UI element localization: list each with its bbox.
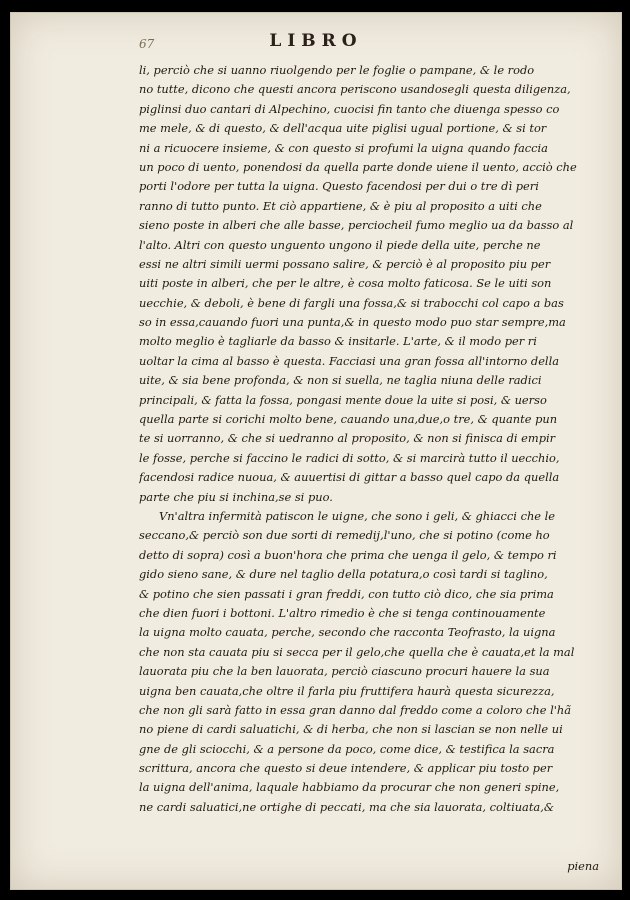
text-line: porti l'odore per tutta la uigna. Questo facendosi per dui o tre dì peri	[139, 179, 539, 194]
text-line: & potino che sien passati i gran freddi, con tutto ciò dico, che sia prima	[139, 586, 554, 601]
text-line: seccano,& perciò son due sorti di remedij,l'uno, che si potino (come ho	[139, 528, 550, 543]
body-text	[139, 61, 611, 817]
running-title: LIBRO	[269, 31, 363, 51]
text-line: ni a ricuocere insieme, & con questo si profumi la uigna quando faccia	[139, 140, 548, 155]
text-line: parte che piu si inchina,se si puo.	[139, 489, 333, 504]
text-line: li, perciò che si uanno riuolgendo per le foglie o pampane, & le rodo	[139, 63, 535, 77]
text-line: un poco di uento, ponendosi da quella parte donde uiene il uento, acciò che	[139, 159, 577, 174]
text-line: la uigna dell'anima, laquale habbiamo da procurar che non generi spine,	[139, 780, 560, 795]
text-line: scrittura, ancora che questo si deue intendere, & applicar piu tosto per	[139, 761, 553, 776]
catchword: piena	[567, 859, 599, 873]
text-line: la uigna molto cauata, perche, secondo che racconta Teofrasto, la uigna	[139, 625, 556, 640]
text-line: uiti poste in alberi, che per le altre, è cosa molto faticosa. Se le uiti son	[139, 276, 552, 291]
text-line: ranno di tutto punto. Et ciò appartiene, & è piu al proposito a uiti che	[139, 198, 542, 213]
text-line: uigna ben cauata,che oltre il farla piu fruttifera haurà questa sicurezza,	[139, 683, 555, 698]
text-line: che dien fuori i bottoni. L'altro rimedio è che si tenga continouamente	[139, 605, 546, 620]
text-line: quella parte si corichi molto bene, cauando una,due,o tre, & quante pun	[139, 412, 558, 427]
text-line: molto meglio è tagliarle da basso & insitarle. L'arte, & il modo per ri	[139, 334, 537, 349]
page-header	[11, 31, 621, 55]
text-line: uecchie, & deboli, è bene di fargli una fossa,& si trabocchi col capo a bas	[139, 295, 564, 310]
text-line: detto di sopra) così a buon'hora che prima che uenga il gelo, & tempo ri	[139, 547, 557, 562]
text-line: so in essa,cauando fuori una punta,& in questo modo puo star sempre,ma	[139, 315, 566, 330]
text-line: no piene di cardi saluatichi, & di herba, che non si lascian se non nelle ui	[139, 722, 563, 737]
text-line: uite, & sia bene profonda, & non si suella, ne taglia niuna delle radici	[139, 373, 542, 388]
text-line: sieno poste in alberi che alle basse, perciocheil fumo meglio ua da basso al	[139, 218, 574, 233]
text-line: che non sta cauata piu si secca per il gelo,che quella che è cauata,et la mal	[139, 644, 575, 659]
page-number: 67	[139, 37, 155, 51]
text-line: lauorata piu che la ben lauorata, perciò ciascuno procuri hauere la sua	[139, 664, 550, 679]
text-line: principali, & fatta la fossa, pongasi mente doue la uite si posi, & uerso	[139, 392, 547, 407]
text-line: gne de gli sciocchi, & a persone da poco, come dice, & testifica la sacra	[139, 741, 555, 756]
text-line: le fosse, perche si faccino le radici di sotto, & si marcirà tutto il uecchio,	[139, 450, 560, 465]
text-line: gido sieno sane, & dure nel taglio della potatura,o così tardi si taglino,	[139, 567, 548, 582]
text-line: facendosi radice nuoua, & auuertisi di gittar a basso quel capo da quella	[139, 470, 560, 485]
text-line: uoltar la cima al basso è questa. Facciasi una gran fossa all'intorno della	[139, 353, 560, 368]
text-line: piglinsi duo cantari di Alpechino, cuocisi fin tanto che diuenga spesso co	[139, 101, 560, 116]
paragraph-start-line: Vn'altra infermità patiscon le uigne, che sono i geli, & ghiacci che le	[159, 508, 556, 523]
text-line: no tutte, dicono che questi ancora periscono usandosegli questa diligenza,	[139, 82, 571, 97]
text-line: che non gli sarà fatto in essa gran danno dal freddo come a coloro che l'hã	[139, 702, 571, 717]
book-page	[10, 12, 622, 890]
text-line: l'alto. Altri con questo unguento ungono il piede della uite, perche ne	[139, 237, 541, 252]
text-line: te si uorranno, & che si uedranno al proposito, & non si finisca di empir	[139, 431, 556, 446]
text-line: essi ne altri simili uermi possano salire, & perciò è al proposito piu per	[139, 256, 551, 271]
text-line: me mele, & di questo, & dell'acqua uite piglisi ugual portione, & si tor	[139, 121, 547, 136]
text-line: ne cardi saluatici,ne ortighe di peccati, ma che sia lauorata, coltiuata,&	[139, 799, 554, 814]
